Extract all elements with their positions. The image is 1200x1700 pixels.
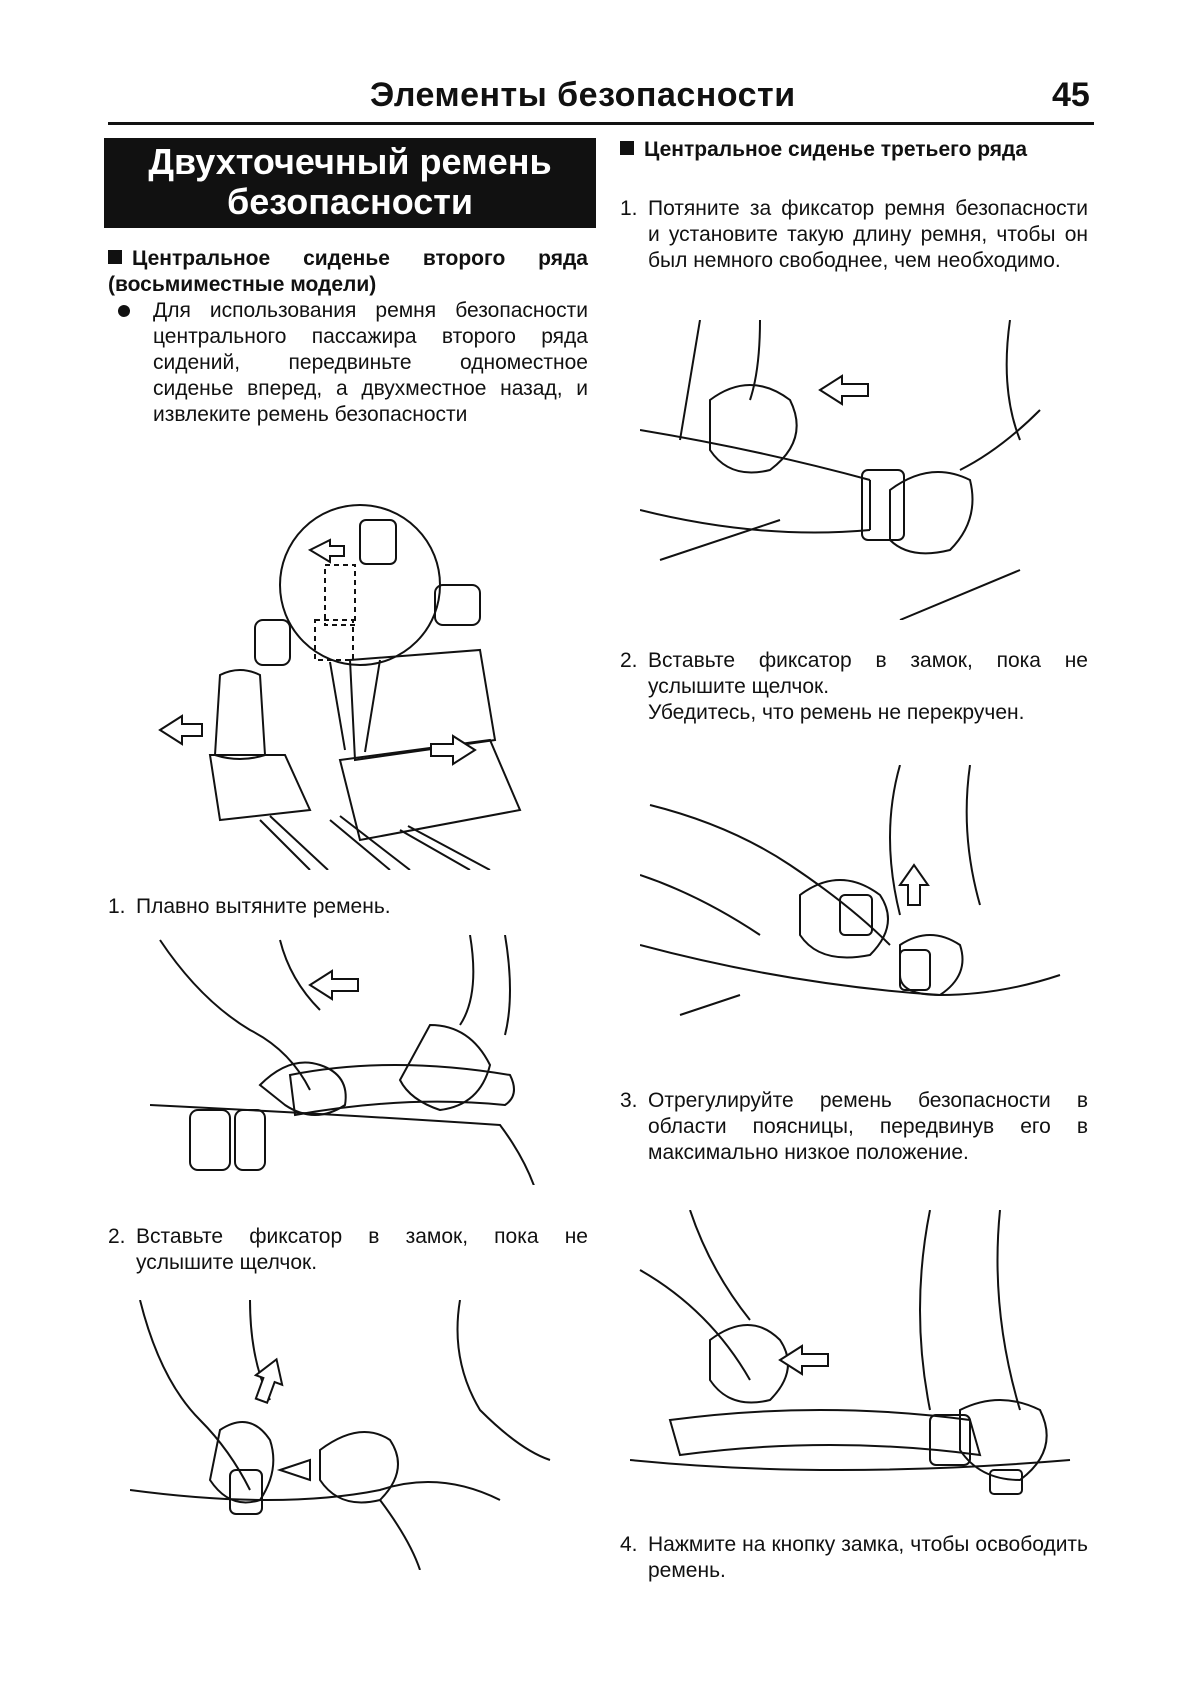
adjust-lap-belt-illustration (630, 1210, 1080, 1500)
step-text: Вставьте фиксатор в замок, пока не услышите щелчок. (136, 1225, 588, 1274)
left-step-2 (108, 1224, 588, 1276)
left-subheading: Центральное сиденье второго ряда (восьмиместные модели) (108, 247, 588, 296)
step-text: Отрегулируйте ремень безопасности в области поясницы, передвинув его в максимально низкое положение. (648, 1089, 1088, 1164)
right-step-2 (620, 648, 1088, 726)
step-number: 1. (108, 895, 126, 918)
square-bullet-icon (620, 141, 634, 155)
step-number: 2. (108, 1225, 126, 1248)
section-title-line2: безопасности (226, 181, 474, 222)
right-subheading: Центральное сиденье третьего ряда (620, 137, 1088, 163)
step-number: 2. (620, 649, 638, 672)
step-text: Плавно вытяните ремень. (136, 895, 391, 918)
round-bullet-icon (118, 305, 130, 317)
step-text: Потяните за фиксатор ремня безопасности и установите такую длину ремня, чтобы он был немного свободнее, чем необходимо. (648, 197, 1088, 272)
adjust-length-illustration (640, 320, 1060, 620)
page-header-title: Элементы безопасности (370, 76, 796, 114)
insert-buckle-illustration (130, 1300, 570, 1570)
section-title (104, 138, 596, 228)
step-note: Убедитесь, что ремень не перекручен. (648, 701, 1025, 724)
step-number: 3. (620, 1089, 638, 1112)
left-bullet-text: Для использования ремня безопасности центрального пассажира второго ряда сидений, передвиньте одноместное сиденье вперед, а двухместное назад, и извлеките ремень безопасности (153, 299, 588, 426)
square-bullet-icon (108, 250, 122, 264)
step-number: 1. (620, 197, 638, 220)
right-step-3 (620, 1088, 1088, 1166)
pull-belt-illustration (150, 935, 570, 1185)
step-number: 4. (620, 1533, 638, 1556)
section-title-line1: Двухточечный ремень (148, 141, 552, 182)
fasten-buckle-illustration (640, 765, 1070, 1065)
header-divider (108, 122, 1094, 125)
right-step-4 (620, 1532, 1088, 1584)
page-number: 45 (1052, 76, 1090, 114)
step-text: Вставьте фиксатор в замок, пока не услышите щелчок. (648, 649, 1088, 698)
left-step-1 (108, 894, 588, 920)
step-text: Нажмите на кнопку замка, чтобы освободить ремень. (648, 1533, 1088, 1582)
right-step-1 (620, 196, 1088, 274)
seats-illustration (150, 490, 550, 870)
